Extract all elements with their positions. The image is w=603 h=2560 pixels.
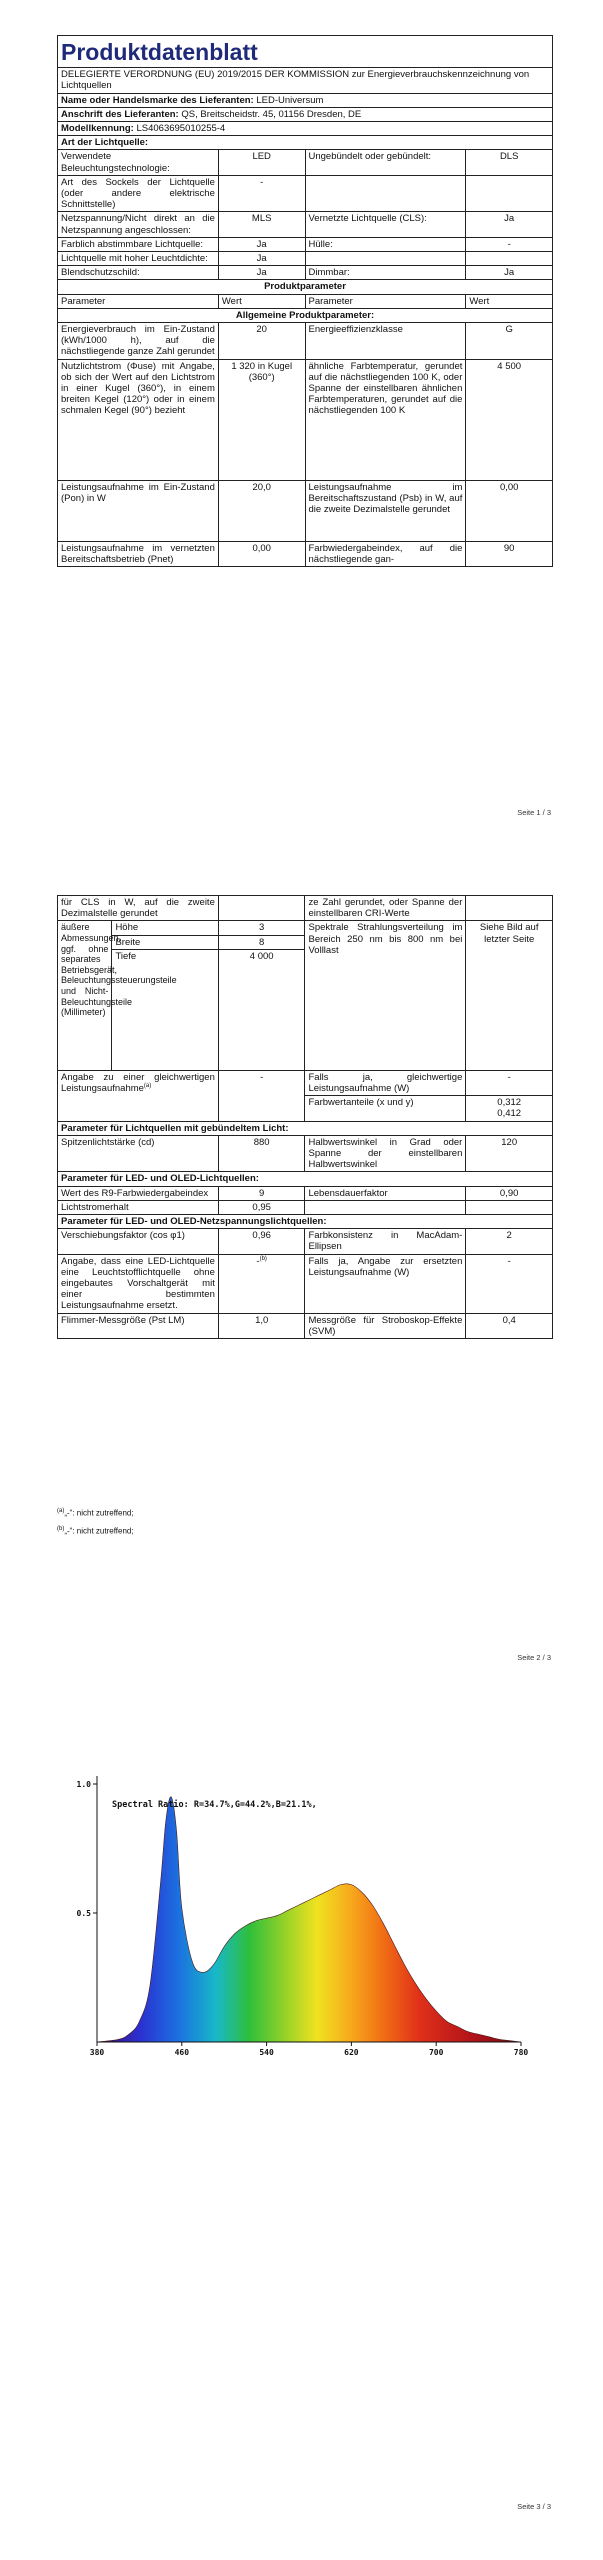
param-label: Messgröße für Stroboskop-Effekte (SVM) <box>305 1313 466 1338</box>
type-label: Lichtquelle mit hoher Leuchtdichte: <box>58 251 219 265</box>
param-label: Verschiebungsfaktor (cos φ1) <box>58 1229 219 1254</box>
param-value: 1 320 in Kugel (360°) <box>218 359 305 480</box>
param-value: 0,95 <box>218 1200 305 1214</box>
footnote-mark: (a) <box>57 1508 65 1514</box>
model-label: Modellkennung: <box>61 122 134 134</box>
param-label: Nutzlichtstrom (Φuse) mit Angabe, ob sich der Wert auf den Lichtstrom in einer Kugel (360°), in einem breiten Kegel (120°) oder in einem schmalen Kegel (90°) bezieht <box>58 359 219 480</box>
supplier-name-label: Name oder Handelsmarke des Lieferanten: <box>61 94 254 106</box>
x-tick-label: 380 <box>89 2048 105 2057</box>
param-value <box>466 896 553 921</box>
param-value: 0,90 <box>466 1186 553 1200</box>
supplier-address: QS, Breitscheidstr. 45, 01156 Dresden, DE <box>181 108 362 120</box>
chromaticity-y: 0,412 <box>497 1108 522 1120</box>
equivalent-label-cell <box>58 1070 219 1121</box>
param-value: 880 <box>218 1135 305 1172</box>
param-label: Wert des R9-Farbwiedergabeindex <box>58 1186 219 1200</box>
col-param-header: Parameter <box>305 294 466 308</box>
page-number-1: Seite 1 / 3 <box>517 808 551 817</box>
param-value: 0,96 <box>218 1229 305 1254</box>
col-param-header: Parameter <box>58 294 219 308</box>
footnote-b <box>57 1526 134 1536</box>
type-label: Hülle: <box>305 237 466 251</box>
param-label: Angabe, dass eine LED-Lichtquelle eine Leuchtstofflichtquelle ohne eingebautes Vorschaltgerät mit einer bestimmten Leistungsaufnahme ersetzt. <box>58 1254 219 1313</box>
param-value: 4 500 <box>466 359 553 480</box>
chromaticity-values <box>466 1096 553 1121</box>
datasheet-table-page-2 <box>57 895 553 1339</box>
param-value: 1,0 <box>218 1313 305 1338</box>
param-row <box>58 1200 553 1214</box>
supplier-name: LED-Universum <box>256 94 324 106</box>
param-value-cell <box>218 1254 305 1313</box>
param-value: 0,4 <box>466 1313 553 1338</box>
param-label: Falls ja, gleichwertige Leistungsaufnahme (W) <box>305 1070 466 1095</box>
type-row <box>58 150 553 175</box>
param-label: Flimmer-Messgröße (Pst LM) <box>58 1313 219 1338</box>
param-row <box>58 1135 553 1172</box>
param-label: ze Zahl gerundet, oder Spanne der einstellbaren CRI-Werte <box>305 896 466 921</box>
type-value <box>466 251 553 265</box>
x-tick-label: 620 <box>344 2048 359 2057</box>
param-label: Farbwiedergabeindex, auf die nächstliegende gan- <box>305 541 466 566</box>
param-label: Falls ja, Angabe zur ersetzten Leistungsaufnahme (W) <box>305 1254 466 1313</box>
page-number-3: Seite 3 / 3 <box>517 2502 551 2511</box>
equivalent-value: - <box>218 1070 305 1121</box>
param-value: - <box>256 1255 260 1267</box>
sheet-title: Produktdatenblatt <box>58 36 553 68</box>
param-row <box>58 1254 553 1313</box>
type-value: Ja <box>218 266 305 280</box>
param-label: Leistungsaufnahme im vernetzten Bereitschaftsbetrieb (Pnet) <box>58 541 219 566</box>
param-value: 90 <box>466 541 553 566</box>
type-label: Vernetzte Lichtquelle (CLS): <box>305 212 466 237</box>
directional-heading: Parameter für Lichtquellen mit gebündeltem Licht: <box>58 1121 553 1135</box>
supplier-address-row <box>58 107 553 121</box>
param-label: Lichtstromerhalt <box>58 1200 219 1214</box>
type-value: Ja <box>466 266 553 280</box>
spectral-value: Siehe Bild auf letzter Seite <box>466 921 553 1070</box>
supplier-address-label: Anschrift des Lieferanten: <box>61 108 179 120</box>
param-label: für CLS in W, auf die zweite Dezimalstelle gerundet <box>58 896 219 921</box>
dimension-row <box>58 921 553 935</box>
param-label: Halbwertswinkel in Grad oder Spanne der einstellbaren Halbwertswinkel <box>305 1135 466 1172</box>
x-tick-label: 780 <box>513 2048 529 2057</box>
x-tick-label: 460 <box>174 2048 190 2057</box>
regulation-text: DELEGIERTE VERORDNUNG (EU) 2019/2015 DER KOMMISSION zur Energieverbrauchskennzeichnung von Lichtquellen <box>58 68 553 93</box>
type-value: DLS <box>466 150 553 175</box>
type-label: Farblich abstimmbare Lichtquelle: <box>58 237 219 251</box>
general-row <box>58 541 553 566</box>
param-value <box>218 896 305 921</box>
type-label: Ungebündelt oder gebündelt: <box>305 150 466 175</box>
page-1 <box>0 0 603 820</box>
page-2 <box>0 880 603 1710</box>
type-heading: Art der Lichtquelle: <box>58 136 553 150</box>
param-value: - <box>466 1070 553 1095</box>
param-label: Farbkonsistenz in MacAdam-Ellipsen <box>305 1229 466 1254</box>
dimension-name: Breite <box>112 935 218 949</box>
model-id: LS4063695010255-4 <box>136 122 226 134</box>
type-value: Ja <box>218 237 305 251</box>
type-label <box>305 251 466 265</box>
footnote-text: „-“: nicht zutreffend; <box>64 1508 134 1518</box>
param-label: Leistungsaufnahme im Bereitschaftszustand (Psb) in W, auf die zweite Dezimalstelle gerundet <box>305 480 466 541</box>
footnote-text: „-“: nicht zutreffend; <box>64 1526 134 1536</box>
equivalent-row <box>58 1070 553 1095</box>
y-tick-label: 1.0 <box>76 1780 91 1789</box>
y-tick-label: 0.5 <box>76 1909 91 1918</box>
chart-title: Spectral Ratio: R=34.7%,G=44.2%,B=21.1%, <box>112 1800 317 1810</box>
chromaticity-x: 0,312 <box>497 1097 522 1109</box>
general-row <box>58 359 553 480</box>
x-tick-label: 700 <box>428 2048 444 2057</box>
type-label: Art des Sockels der Lichtquelle (oder andere elektrische Schnittstelle) <box>58 175 219 212</box>
type-value <box>466 175 553 212</box>
type-row <box>58 266 553 280</box>
spectral-chart <box>0 1710 603 2560</box>
type-row <box>58 251 553 265</box>
param-row <box>58 1313 553 1338</box>
x-tick-label: 540 <box>259 2048 274 2057</box>
continuation-row <box>58 896 553 921</box>
type-value: LED <box>218 150 305 175</box>
type-value: Ja <box>466 212 553 237</box>
param-value: - <box>466 1254 553 1313</box>
general-row <box>58 480 553 541</box>
param-label <box>305 1200 466 1214</box>
param-label: Energieeffizienzklasse <box>305 322 466 359</box>
param-value: 2 <box>466 1229 553 1254</box>
type-value: MLS <box>218 212 305 237</box>
spectral-label: Spektrale Strahlungsverteilung im Bereich 250 nm bis 800 nm bei Volllast <box>305 921 466 1070</box>
params-header-row <box>58 294 553 308</box>
type-value: - <box>218 175 305 212</box>
col-value-header: Wert <box>218 294 305 308</box>
dimension-name: Höhe <box>112 921 218 935</box>
footnote-ref: (a) <box>143 1083 152 1090</box>
supplier-name-row <box>58 93 553 107</box>
dimension-value: 3 <box>218 921 305 935</box>
type-row <box>58 212 553 237</box>
model-row <box>58 121 553 135</box>
general-params-heading: Allgemeine Produktparameter: <box>58 308 553 322</box>
dimensions-label: äußere Abmessungen, ggf. ohne separates Betriebsgerät, Beleuchtungssteuerungsteile und Nicht-Beleuchtungsteile (Millimeter) <box>58 921 112 1070</box>
dimension-name: Tiefe <box>112 949 218 1070</box>
type-label: Verwendete Beleuchtungstechnologie: <box>58 150 219 175</box>
param-value: 0,00 <box>466 480 553 541</box>
param-row <box>58 1186 553 1200</box>
page-number-2: Seite 2 / 3 <box>517 1653 551 1662</box>
param-label: Leistungsaufnahme im Ein-Zustand (Pon) in W <box>58 480 219 541</box>
type-label: Dimmbar: <box>305 266 466 280</box>
type-label: Blendschutzschild: <box>58 266 219 280</box>
param-value <box>466 1200 553 1214</box>
dimension-value: 4 000 <box>218 949 305 1070</box>
chromaticity-label: Farbwertanteile (x und y) <box>305 1096 466 1121</box>
general-row <box>58 322 553 359</box>
param-label: ähnliche Farbtemperatur, gerundet auf die nächstliegenden 100 K, oder Spanne der einstellbaren ähnlichen Farbtemperaturen, gerundet auf die nächstliegenden 100 K <box>305 359 466 480</box>
dimension-value: 8 <box>218 935 305 949</box>
type-value: - <box>466 237 553 251</box>
datasheet-table-page-1 <box>57 35 553 567</box>
mains-heading: Parameter für LED- und OLED-Netzspannungslichtquellen: <box>58 1215 553 1229</box>
param-value: 9 <box>218 1186 305 1200</box>
footnote-mark: (b) <box>57 1526 65 1532</box>
type-row <box>58 237 553 251</box>
footnote-ref: (b) <box>259 1255 267 1262</box>
footnote-a <box>57 1508 134 1518</box>
type-value: Ja <box>218 251 305 265</box>
col-value-header: Wert <box>466 294 553 308</box>
param-label: Spitzenlichtstärke (cd) <box>58 1135 219 1172</box>
led-heading: Parameter für LED- und OLED-Lichtquellen: <box>58 1172 553 1186</box>
product-params-heading: Produktparameter <box>58 280 553 294</box>
page-3 <box>0 1710 603 2560</box>
param-value: 20,0 <box>218 480 305 541</box>
param-value: 0,00 <box>218 541 305 566</box>
type-label <box>305 175 466 212</box>
param-row <box>58 1229 553 1254</box>
param-value: 120 <box>466 1135 553 1172</box>
equivalent-label: Angabe zu einer gleichwertigen Leistungsaufnahme <box>61 1071 215 1095</box>
param-label: Lebensdauerfaktor <box>305 1186 466 1200</box>
type-row <box>58 175 553 212</box>
param-value: 20 <box>218 322 305 359</box>
param-value: G <box>466 322 553 359</box>
spectrum-area <box>97 1797 521 2042</box>
param-label: Energieverbrauch im Ein-Zustand (kWh/1000 h), auf die nächstliegende ganze Zahl gerundet <box>58 322 219 359</box>
type-label: Netzspannung/Nicht direkt an die Netzspannung angeschlossen: <box>58 212 219 237</box>
